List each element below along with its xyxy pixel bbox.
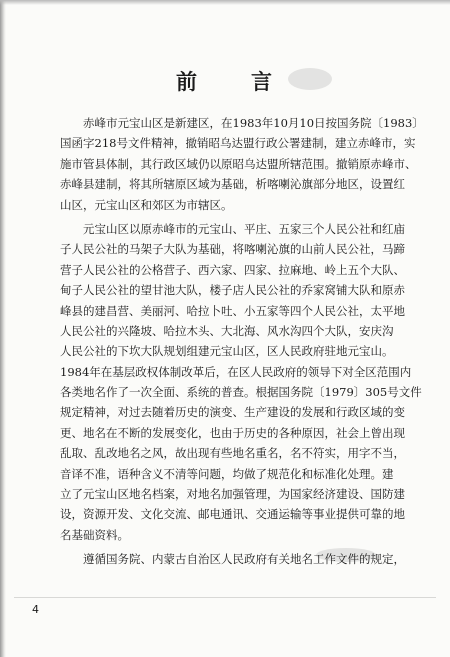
text-line: 音译不准，语种含义不清等问题，均做了规范化和标准化处理。建 [60,466,394,481]
paragraph-2 [60,219,422,545]
scan-shadow-top [0,0,450,5]
page-number: 4 [32,603,39,616]
text-line: 山区，元宝山区和郊区为市辖区。 [60,197,233,212]
text-line: 乱取、乱改地名之风，故出现有些地名重名，名不符实，用字不当， [60,446,405,461]
page-title [0,66,450,96]
text-line: 元宝山区以原赤峰市的元宝山、平庄、五家三个人民公社和红庙 [83,221,405,236]
title-char-1: 前 [176,69,199,94]
text-line: 更、地名在不断的发展变化，也由于历史的各种原因，社会上曾出现 [60,425,405,440]
text-line: 立了元宝山区地名档案，对地名加强管理，为国家经济建设、国防建 [60,487,405,502]
text-line: 人民公社的下坎大队规划组建元宝山区，区人民政府驻地元宝山。 [60,344,394,359]
scan-smudge [288,68,332,90]
footer-divider [14,597,436,598]
text-line: 名基础资料。 [60,527,129,542]
text-line: 营子人民公社的公格营子、西六家、四家、拉麻地、岭上五个大队、 [60,262,405,277]
text-line: 1984年在基层政权体制改革后，在区人民政府的领导下对全区范围内 [60,364,412,379]
text-line: 甸子人民公社的望甘池大队，楼子店人民公社的乔家窝铺大队和原赤 [60,283,405,298]
paragraph-3 [60,549,410,569]
text-line: 设，资源开发、文化交流、邮电通讯、交通运输等事业提供可靠的地 [60,507,405,522]
text-line: 规定精神，对过去随着历史的演变、生产建设的发展和行政区域的变 [60,405,405,420]
title-char-2: 言 [251,69,274,94]
text-line: 赤峰市元宝山区是新建区，在1983年10月10日按国务院〔1983〕 [83,116,424,130]
text-line: 人民公社的兴隆坡、哈拉木头、大北海、风水沟四个大队，安庆沟 [60,323,394,338]
text-line: 赤峰县建制，将其所辖原区域为基础，析喀喇沁旗部分地区，设置红 [60,177,405,192]
scan-shadow-left [0,0,6,657]
text-line: 国函字218号文件精神，撤销昭乌达盟行政公署建制，建立赤峰市，实 [60,136,416,151]
body-text [60,113,424,570]
text-line: 子人民公社的马架子大队为基础，将喀喇沁旗的山前人民公社，马蹄 [60,242,405,257]
text-line: 遵循国务院、内蒙古自治区人民政府有关地名工作文件的规定， [83,552,405,567]
text-line: 施市管县体制，其行政区域仍以原昭乌达盟所辖范围。撤销原赤峰市、 [60,156,417,171]
text-line: 各类地名作了一次全面、系统的普查。根据国务院〔1979〕305号文件 [60,385,422,400]
paragraph-1 [60,113,424,215]
text-line: 峰县的建昌营、美丽河、哈拉卜吐、小五家等四个人民公社，太平地 [60,303,405,318]
